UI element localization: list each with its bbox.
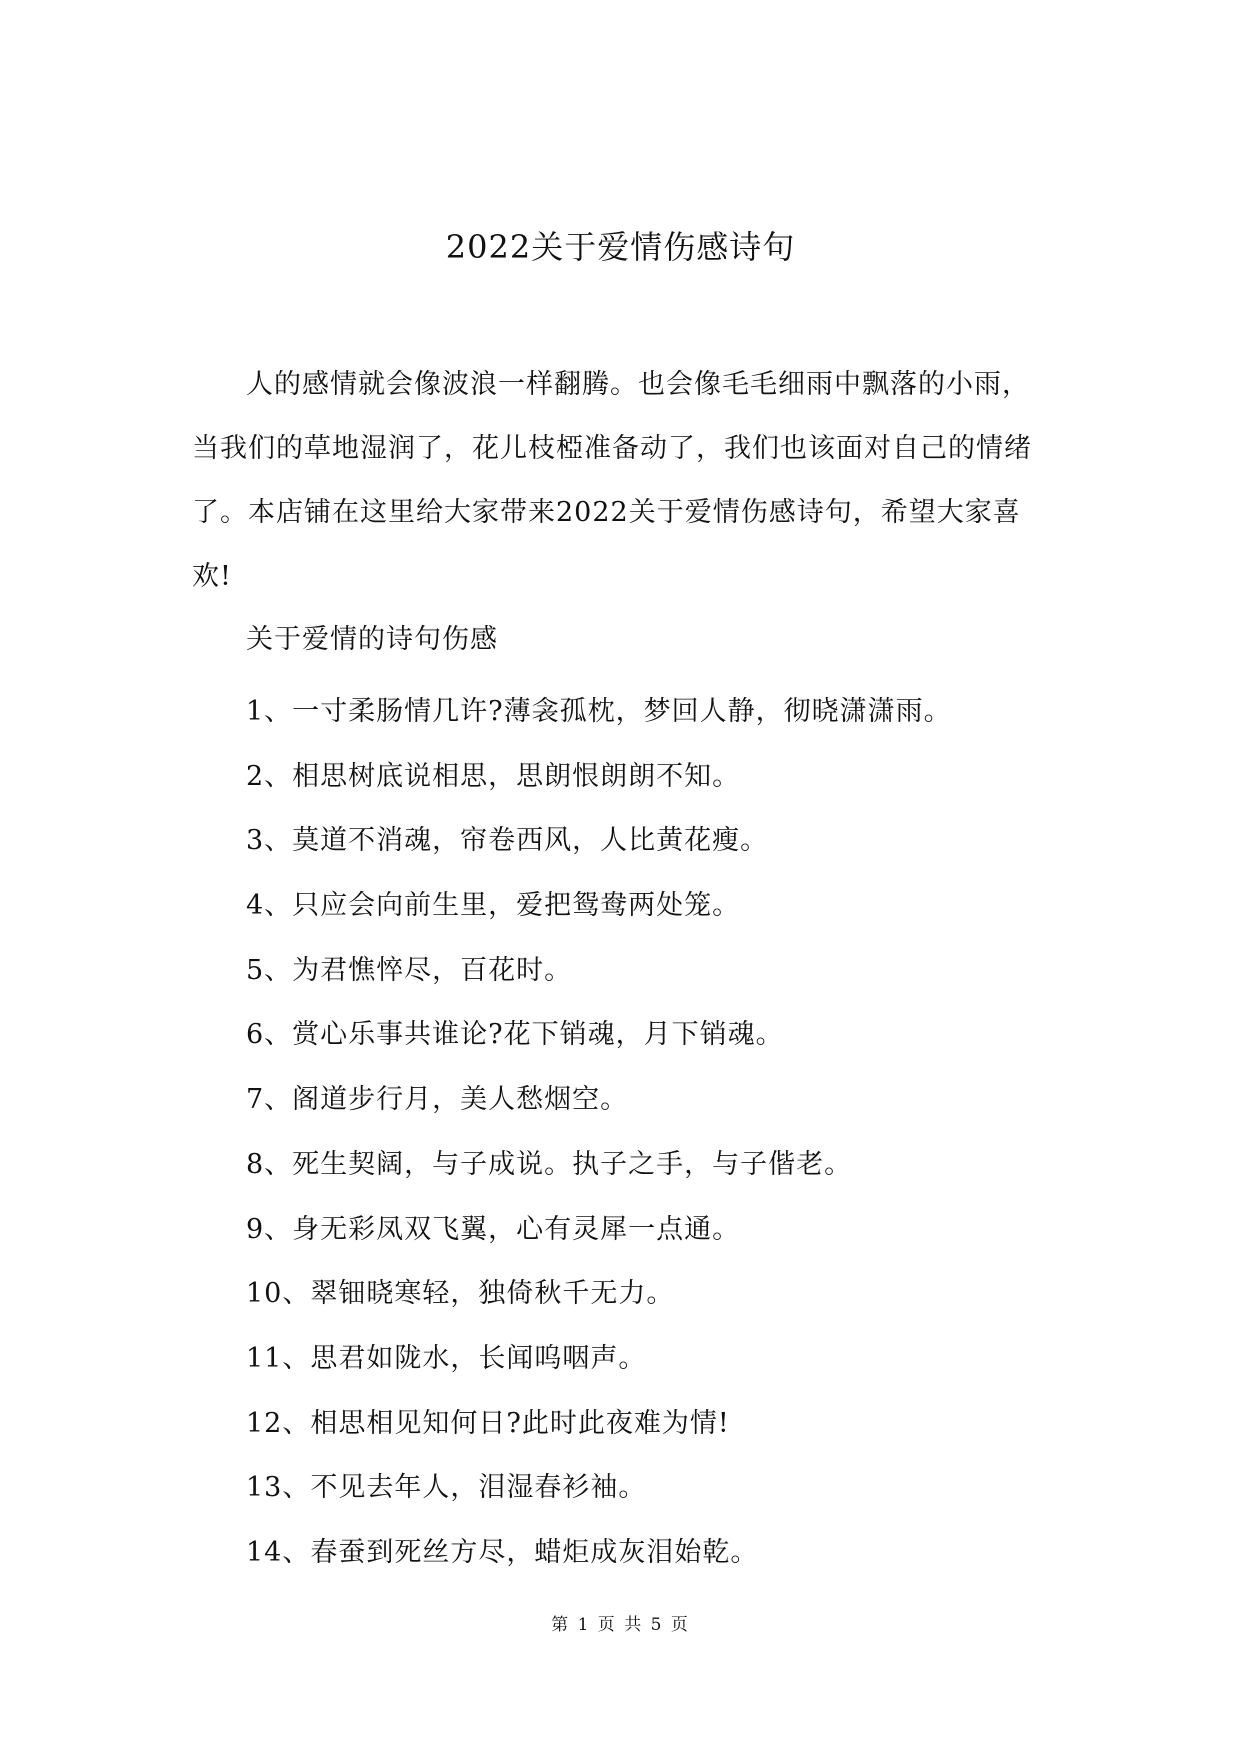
list-item: 10、翠钿晓寒轻，独倚秋千无力。 (246, 1278, 675, 1310)
list-item: 2、相思树底说相思，思朗恨朗朗不知。 (246, 760, 741, 792)
list-item: 11、思君如陇水，长闻呜咽声。 (246, 1342, 647, 1374)
page-title: 2022关于爱情伤感诗句 (445, 228, 796, 266)
list-item: 14、春蚕到死丝方尽，蜡炬成灰泪始乾。 (246, 1536, 759, 1568)
list-item: 6、赏心乐事共谁论?花下销魂，月下销魂。 (246, 1019, 784, 1051)
list-item: 12、相思相见知何日?此时此夜难为情! (246, 1407, 730, 1439)
list-item: 13、不见去年人，泪湿春衫袖。 (246, 1472, 647, 1504)
list-item: 1、一寸柔肠情几许?薄衾孤枕，梦回人静，彻晓潇潇雨。 (246, 696, 952, 727)
list-item: 4、只应会向前生里，爱把鸳鸯两处笼。 (246, 890, 741, 922)
poem-list (246, 680, 952, 1586)
list-item: 3、莫道不消魂，帘卷西风，人比黄花瘦。 (246, 825, 769, 857)
page-footer: 第 1 页 共 5 页 (551, 1615, 690, 1635)
list-item: 8、死生契阔，与子成说。执子之手，与子偕老。 (246, 1148, 853, 1180)
list-item: 7、阁道步行月，美人愁烟空。 (246, 1084, 629, 1116)
list-item: 5、为君憔悴尽，百花时。 (246, 954, 573, 986)
section-heading: 关于爱情的诗句伤感 (246, 624, 498, 655)
intro-paragraph: 人的感情就会像波浪一样翻腾。也会像毛毛细雨中飘落的小雨，当我们的草地湿润了，花儿枝椏准备动了，我们也该面对自己的情绪了。本店铺在这里给大家带来2022关于爱情伤感诗句，希望大家喜欢! (192, 369, 1032, 592)
list-item: 9、身无彩凤双飞翼，心有灵犀一点通。 (246, 1213, 741, 1245)
